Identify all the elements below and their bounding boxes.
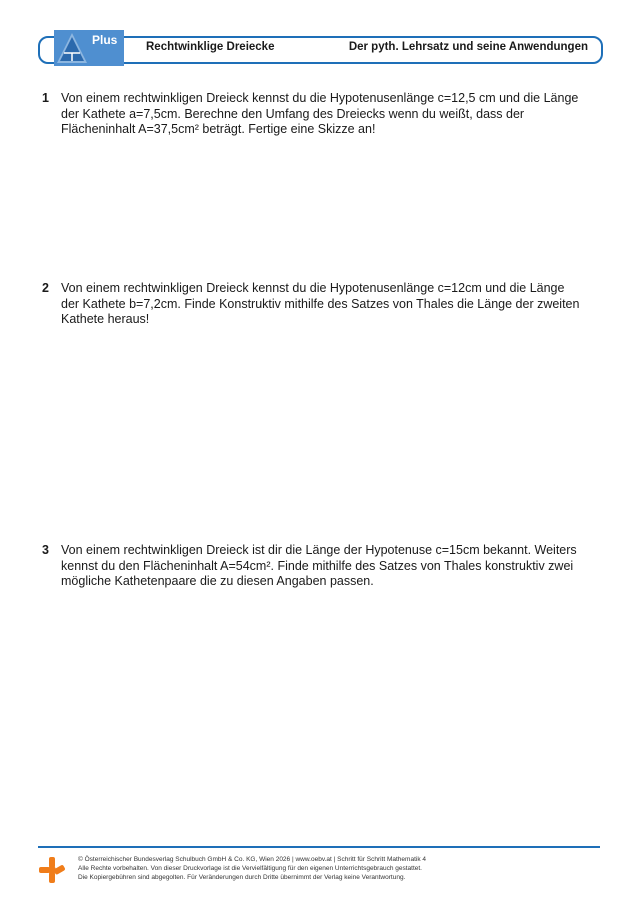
task-number: 2 xyxy=(42,281,49,295)
publisher-star-icon xyxy=(38,856,66,884)
task-number: 3 xyxy=(42,543,49,557)
footer-copyright xyxy=(78,855,426,882)
footer-line-2: Alle Rechte vorbehalten. Von dieser Druckvorlage ist die Vervielfältigung für den eigenen Unterrichtsgebrauch gestattet. xyxy=(78,865,422,872)
task-text: Von einem rechtwinkligen Dreieck kennst du die Hypotenusenlänge c=12cm und die Länge der Kathete b=7,2cm. Finde Konstruktiv mithilfe des Satzes von Thales die Länge der zweiten Kathete heraus! xyxy=(61,281,580,326)
footer-line-1: © Österreichischer Bundesverlag Schulbuch GmbH & Co. KG, Wien 2026 | www.oebv.at | Schritt für Schritt Mathematik 4 xyxy=(78,856,426,863)
footer-divider xyxy=(38,846,600,848)
task-text: Von einem rechtwinkligen Dreieck kennst du die Hypotenusenlänge c=12,5 cm und die Länge der Kathete a=7,5cm. Berechne den Umfang des Dreiecks wenn du weißt, dass der Flächeninhalt A=37,5cm² beträgt. Fertige eine Skizze an! xyxy=(61,91,579,136)
page-subtitle: Der pyth. Lehrsatz und seine Anwendungen xyxy=(348,41,588,53)
plus-logo xyxy=(54,30,124,66)
footer-line-3: Die Kopiergebühren sind abgegolten. Für Veränderungen durch Dritte übernimmt der Verlag keine Verantwortung. xyxy=(78,874,406,881)
task-text: Von einem rechtwinkligen Dreieck ist dir die Länge der Hypotenuse c=15cm bekannt. Weiters kennst du den Flächeninhalt A=54cm². Finde mithilfe des Satzes von Thales konstruktiv zwei mögliche Kathetenpaare die zu diesen Angaben passen. xyxy=(61,543,577,588)
page-title: Rechtwinklige Dreiecke xyxy=(146,41,275,53)
task-number: 1 xyxy=(42,91,49,105)
logo-text: Plus xyxy=(92,33,118,47)
